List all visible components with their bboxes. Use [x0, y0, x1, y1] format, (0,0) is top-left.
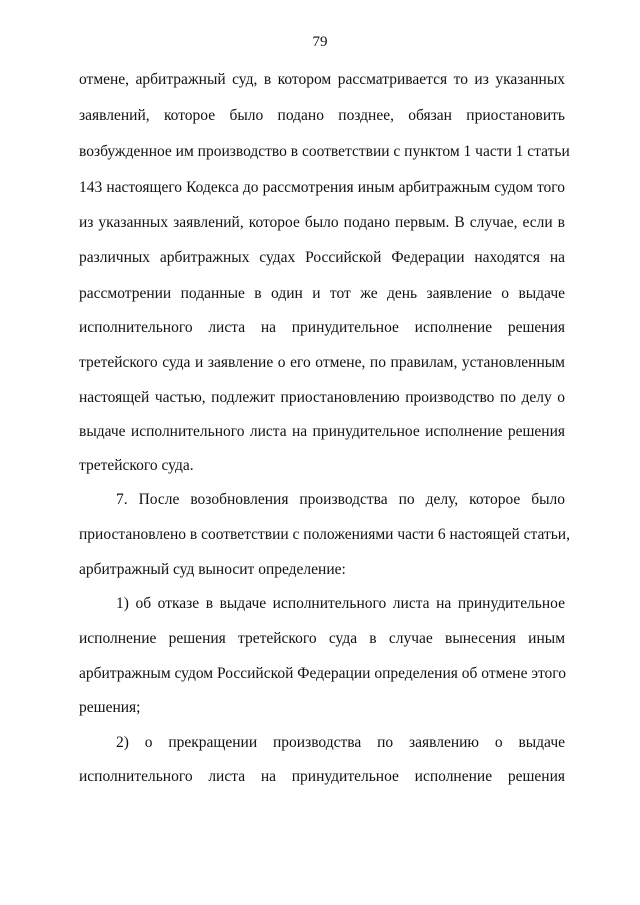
text-line: исполнительного листа на принудительное исполнение решения [79, 319, 565, 336]
text-line: исполнительного листа на принудительное исполнение решения [79, 768, 565, 785]
text-line: заявлений, которое было подано позднее, обязан приостановить [79, 107, 565, 124]
text-line: 7. После возобновления производства по делу, которое было [116, 491, 565, 508]
text-line: третейского суда. [79, 457, 194, 474]
text-line: третейского суда и заявление о его отмене, по правилам, установленным [79, 354, 565, 371]
text-line: 2) о прекращении производства по заявлению о выдаче [116, 734, 565, 751]
page-number: 79 [312, 34, 328, 50]
text-line: решения; [79, 699, 141, 716]
text-line: 143 настоящего Кодекса до рассмотрения иным арбитражным судом того [79, 179, 565, 196]
text-line: приостановлено в соответствии с положениями части 6 настоящей статьи, [79, 526, 570, 543]
text-line: отмене, арбитражный суд, в котором рассматривается то из указанных [79, 71, 565, 88]
text-line: рассмотрении поданные в один и тот же день заявление о выдаче [79, 285, 565, 302]
text-line: арбитражный суд выносит определение: [79, 561, 346, 578]
text-line: различных арбитражных судах Российской Федерации находятся на [79, 249, 565, 266]
text-line: настоящей частью, подлежит приостановлению производство по делу о [79, 389, 565, 406]
text-line: арбитражным судом Российской Федерации определения об отмене этого [79, 665, 567, 682]
text-line: выдаче исполнительного листа на принудительное исполнение решения [79, 423, 565, 440]
text-line: 1) об отказе в выдаче исполнительного листа на принудительное [116, 595, 565, 612]
text-line: возбужденное им производство в соответствии с пунктом 1 части 1 статьи [79, 143, 570, 160]
text-line: из указанных заявлений, которое было подано первым. В случае, если в [79, 214, 565, 231]
text-line: исполнение решения третейского суда в случае вынесения иным [79, 630, 565, 647]
